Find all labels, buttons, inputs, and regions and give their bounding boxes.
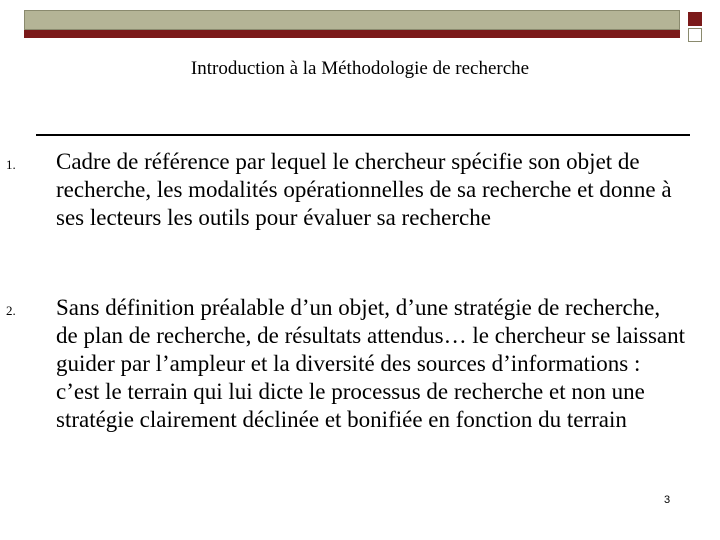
title-divider [36,134,690,136]
header-bar-olive [24,10,680,30]
list-item-number: 2. [6,303,16,318]
list-item-number: 1. [6,157,16,172]
list-item-text: Sans définition préalable d’un objet, d’une stratégie de recherche, de plan de recherche, de résultats attendus… le chercheur se laissant guider par l’ampleur et la diversité des sources d’informations : c’est le terrain qui lui dicte le processus de recherche et non une stratégie clairement déclinée et bonifiée en fonction du terrain [56,295,686,432]
corner-square-filled [688,12,702,26]
header-bar-maroon [24,30,680,38]
slide-title: Introduction à la Méthodologie de recherche [190,58,530,79]
corner-square-outline [688,28,702,42]
list-item-text: Cadre de référence par lequel le chercheur spécifie son objet de recherche, les modalités opérationnelles de sa recherche et donne à ses lecteurs les outils pour évaluer sa recherche [56,149,672,230]
decorative-header-bar [24,10,680,38]
page-number: 3 [664,494,671,506]
